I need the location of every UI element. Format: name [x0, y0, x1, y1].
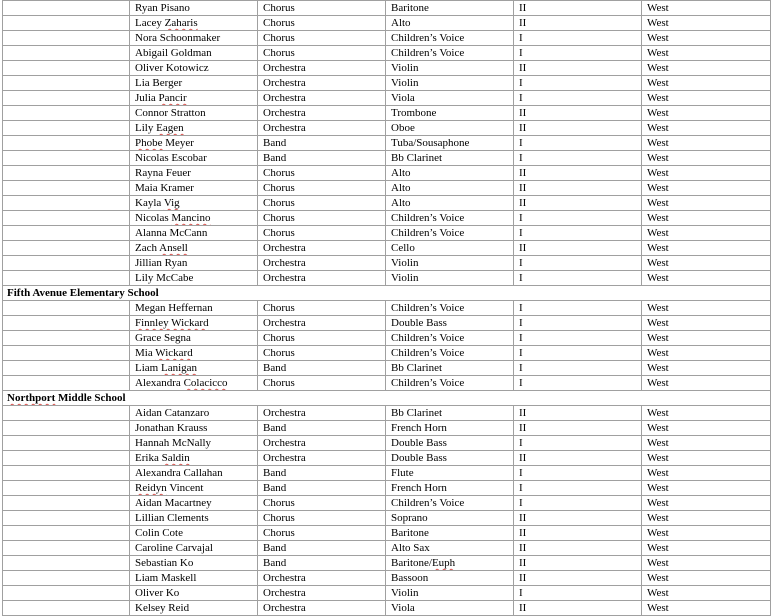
blank-cell[interactable]: [3, 496, 130, 511]
table-row: [3, 196, 771, 211]
level-cell[interactable]: I: [514, 91, 642, 106]
ensemble-cell[interactable]: Band: [258, 421, 386, 436]
instrument-cell[interactable]: Alto Sax: [386, 541, 514, 556]
student-name-cell[interactable]: Nora Schoonmaker: [130, 31, 258, 46]
blank-cell[interactable]: [3, 466, 130, 481]
spellcheck-flag: Mancino: [171, 212, 211, 224]
ensemble-cell[interactable]: Orchestra: [258, 271, 386, 286]
blank-cell[interactable]: [3, 556, 130, 571]
ensemble-cell[interactable]: Chorus: [258, 46, 386, 61]
region-cell[interactable]: West: [642, 301, 771, 316]
blank-cell[interactable]: [3, 376, 130, 391]
table-row: [3, 151, 771, 166]
level-cell[interactable]: II: [514, 406, 642, 421]
level-cell[interactable]: I: [514, 31, 642, 46]
table-row: [3, 16, 771, 31]
table-row: [3, 91, 771, 106]
instrument-cell[interactable]: Bb Clarinet: [386, 361, 514, 376]
blank-cell[interactable]: [3, 166, 130, 181]
student-name-cell[interactable]: Caroline Carvajal: [130, 541, 258, 556]
blank-cell[interactable]: [3, 541, 130, 556]
level-cell[interactable]: II: [514, 541, 642, 556]
instrument-cell[interactable]: Violin: [386, 256, 514, 271]
table-row: [3, 526, 771, 541]
blank-cell[interactable]: [3, 256, 130, 271]
blank-cell[interactable]: [3, 76, 130, 91]
level-cell[interactable]: II: [514, 601, 642, 616]
blank-cell[interactable]: [3, 331, 130, 346]
student-name-cell[interactable]: Megan Heffernan: [130, 301, 258, 316]
level-cell[interactable]: II: [514, 526, 642, 541]
ensemble-cell[interactable]: Orchestra: [258, 61, 386, 76]
blank-cell[interactable]: [3, 106, 130, 121]
region-cell[interactable]: West: [642, 121, 771, 136]
instrument-cell[interactable]: Flute: [386, 466, 514, 481]
region-cell[interactable]: West: [642, 211, 771, 226]
instrument-cell[interactable]: Violin: [386, 61, 514, 76]
ensemble-cell[interactable]: Orchestra: [258, 571, 386, 586]
spellcheck-flag: Finnley Wickard: [135, 317, 209, 329]
region-cell[interactable]: West: [642, 1, 771, 16]
student-name-cell[interactable]: Nicolas Escobar: [130, 151, 258, 166]
student-name-cell[interactable]: Kayla Vig: [130, 196, 258, 211]
table-row: [3, 601, 771, 616]
student-name-cell[interactable]: Oliver Ko: [130, 586, 258, 601]
table-row: [3, 256, 771, 271]
blank-cell[interactable]: [3, 451, 130, 466]
instrument-cell[interactable]: Double Bass: [386, 436, 514, 451]
spellcheck-flag: Zaharis: [164, 17, 198, 29]
level-cell[interactable]: I: [514, 346, 642, 361]
ensemble-cell[interactable]: Chorus: [258, 226, 386, 241]
table-row: [3, 451, 771, 466]
level-cell[interactable]: I: [514, 136, 642, 151]
region-cell[interactable]: West: [642, 196, 771, 211]
ensemble-cell[interactable]: Chorus: [258, 301, 386, 316]
student-name-cell[interactable]: [130, 316, 258, 331]
table-row: [3, 331, 771, 346]
blank-cell[interactable]: [3, 436, 130, 451]
region-cell[interactable]: West: [642, 556, 771, 571]
table-row: [3, 31, 771, 46]
student-name-cell[interactable]: Oliver Kotowicz: [130, 61, 258, 76]
instrument-cell[interactable]: Children’s Voice: [386, 346, 514, 361]
spellcheck-flag: Reidyn: [135, 482, 167, 494]
spellcheck-flag: Lanigan: [160, 362, 198, 374]
table-row: [3, 481, 771, 496]
student-name-cell[interactable]: Lily McCabe: [130, 271, 258, 286]
region-cell[interactable]: West: [642, 511, 771, 526]
level-cell[interactable]: II: [514, 571, 642, 586]
level-cell[interactable]: II: [514, 556, 642, 571]
region-cell[interactable]: West: [642, 76, 771, 91]
spellcheck-flag: Vig: [163, 197, 180, 209]
ensemble-cell[interactable]: Orchestra: [258, 76, 386, 91]
level-cell[interactable]: II: [514, 196, 642, 211]
level-cell[interactable]: II: [514, 106, 642, 121]
ensemble-cell[interactable]: Chorus: [258, 166, 386, 181]
level-cell[interactable]: I: [514, 586, 642, 601]
instrument-cell[interactable]: Children’s Voice: [386, 46, 514, 61]
table-row: [3, 571, 771, 586]
blank-cell[interactable]: [3, 91, 130, 106]
student-name-cell[interactable]: Hannah McNally: [130, 436, 258, 451]
blank-cell[interactable]: [3, 196, 130, 211]
student-name-cell[interactable]: Lily Eagen: [130, 121, 258, 136]
level-cell[interactable]: I: [514, 481, 642, 496]
table-row: [3, 1, 771, 16]
student-name-cell[interactable]: Rayna Feuer: [130, 166, 258, 181]
level-cell[interactable]: I: [514, 376, 642, 391]
instrument-cell[interactable]: Bb Clarinet: [386, 151, 514, 166]
region-cell[interactable]: West: [642, 31, 771, 46]
blank-cell[interactable]: [3, 226, 130, 241]
region-cell[interactable]: West: [642, 136, 771, 151]
region-cell[interactable]: West: [642, 376, 771, 391]
region-cell[interactable]: West: [642, 16, 771, 31]
region-cell[interactable]: West: [642, 226, 771, 241]
region-cell[interactable]: West: [642, 331, 771, 346]
instrument-cell[interactable]: Baritone/Euph: [386, 556, 514, 571]
spellcheck-flag: Wickard: [155, 347, 193, 359]
blank-cell[interactable]: [3, 241, 130, 256]
student-name-cell[interactable]: Maia Kramer: [130, 181, 258, 196]
region-cell[interactable]: West: [642, 496, 771, 511]
spellcheck-flag: Northport: [7, 392, 56, 404]
student-name-cell[interactable]: Reidyn Vincent: [130, 481, 258, 496]
student-name-cell[interactable]: Kelsey Reid: [130, 601, 258, 616]
instrument-cell[interactable]: Children’s Voice: [386, 301, 514, 316]
ensemble-cell[interactable]: Band: [258, 466, 386, 481]
ensemble-cell[interactable]: Chorus: [258, 211, 386, 226]
student-name-cell[interactable]: Lia Berger: [130, 76, 258, 91]
ensemble-cell[interactable]: Chorus: [258, 496, 386, 511]
instrument-cell[interactable]: Oboe: [386, 121, 514, 136]
blank-cell[interactable]: [3, 421, 130, 436]
table-row: [3, 346, 771, 361]
region-cell[interactable]: West: [642, 601, 771, 616]
ensemble-cell[interactable]: Chorus: [258, 181, 386, 196]
region-cell[interactable]: West: [642, 421, 771, 436]
spellcheck-flag: Phobe: [135, 137, 163, 149]
table-row: [3, 271, 771, 286]
student-name-cell[interactable]: Erika Saldin: [130, 451, 258, 466]
region-cell[interactable]: West: [642, 151, 771, 166]
level-cell[interactable]: II: [514, 241, 642, 256]
blank-cell[interactable]: [3, 301, 130, 316]
ensemble-cell[interactable]: Chorus: [258, 31, 386, 46]
level-cell[interactable]: I: [514, 331, 642, 346]
region-cell[interactable]: West: [642, 166, 771, 181]
student-name-cell[interactable]: Abigail Goldman: [130, 46, 258, 61]
level-cell[interactable]: II: [514, 451, 642, 466]
ensemble-cell[interactable]: Chorus: [258, 196, 386, 211]
table-row: [3, 136, 771, 151]
blank-cell[interactable]: [3, 181, 130, 196]
instrument-cell[interactable]: Children’s Voice: [386, 496, 514, 511]
level-cell[interactable]: II: [514, 511, 642, 526]
ensemble-cell[interactable]: Band: [258, 481, 386, 496]
region-cell[interactable]: West: [642, 271, 771, 286]
ensemble-cell[interactable]: Orchestra: [258, 316, 386, 331]
instrument-cell[interactable]: Children’s Voice: [386, 376, 514, 391]
region-cell[interactable]: West: [642, 481, 771, 496]
student-name-cell[interactable]: Sebastian Ko: [130, 556, 258, 571]
region-cell[interactable]: West: [642, 346, 771, 361]
ensemble-cell[interactable]: Chorus: [258, 346, 386, 361]
student-name-cell[interactable]: Jonathan Krauss: [130, 421, 258, 436]
table-row: [3, 436, 771, 451]
spellcheck-flag: Eagen: [156, 122, 184, 134]
level-cell[interactable]: II: [514, 1, 642, 16]
region-cell[interactable]: West: [642, 256, 771, 271]
roster-rows: [3, 1, 771, 616]
ensemble-cell[interactable]: Chorus: [258, 376, 386, 391]
instrument-cell[interactable]: Bb Clarinet: [386, 406, 514, 421]
blank-cell[interactable]: [3, 481, 130, 496]
region-cell[interactable]: West: [642, 466, 771, 481]
instrument-cell[interactable]: Baritone: [386, 1, 514, 16]
blank-cell[interactable]: [3, 121, 130, 136]
instrument-cell[interactable]: Violin: [386, 586, 514, 601]
instrument-cell[interactable]: Children’s Voice: [386, 211, 514, 226]
instrument-cell[interactable]: Children’s Voice: [386, 331, 514, 346]
table-row: [3, 121, 771, 136]
table-row: [3, 106, 771, 121]
level-cell[interactable]: II: [514, 421, 642, 436]
instrument-cell[interactable]: Cello: [386, 241, 514, 256]
level-cell[interactable]: II: [514, 16, 642, 31]
table-row: [3, 496, 771, 511]
student-name-cell[interactable]: Lillian Clements: [130, 511, 258, 526]
region-cell[interactable]: West: [642, 406, 771, 421]
ensemble-cell[interactable]: Chorus: [258, 16, 386, 31]
instrument-cell[interactable]: Bassoon: [386, 571, 514, 586]
level-cell[interactable]: I: [514, 466, 642, 481]
school-name[interactable]: Northport Middle School: [3, 391, 771, 406]
blank-cell[interactable]: [3, 526, 130, 541]
student-name-cell[interactable]: Nicolas Mancino: [130, 211, 258, 226]
region-cell[interactable]: West: [642, 526, 771, 541]
ensemble-cell[interactable]: Chorus: [258, 331, 386, 346]
table-row: [3, 376, 771, 391]
level-cell[interactable]: I: [514, 361, 642, 376]
level-cell[interactable]: I: [514, 316, 642, 331]
table-row: [3, 226, 771, 241]
blank-cell[interactable]: [3, 61, 130, 76]
table-row: [3, 316, 771, 331]
instrument-cell[interactable]: Violin: [386, 271, 514, 286]
level-cell[interactable]: I: [514, 46, 642, 61]
table-row: [3, 166, 771, 181]
ensemble-cell[interactable]: Orchestra: [258, 436, 386, 451]
student-name-cell[interactable]: Colin Cote: [130, 526, 258, 541]
instrument-cell[interactable]: Alto: [386, 166, 514, 181]
table-row: [3, 61, 771, 76]
instrument-cell[interactable]: Double Bass: [386, 451, 514, 466]
student-name-cell[interactable]: Phobe Meyer: [130, 136, 258, 151]
student-name-cell[interactable]: Lacey Zaharis: [130, 16, 258, 31]
student-name-cell[interactable]: Alanna McCann: [130, 226, 258, 241]
table-row: [3, 586, 771, 601]
blank-cell[interactable]: [3, 346, 130, 361]
region-cell[interactable]: West: [642, 571, 771, 586]
level-cell[interactable]: I: [514, 211, 642, 226]
region-cell[interactable]: West: [642, 241, 771, 256]
blank-cell[interactable]: [3, 31, 130, 46]
ensemble-cell[interactable]: Orchestra: [258, 601, 386, 616]
ensemble-cell[interactable]: Chorus: [258, 511, 386, 526]
ensemble-cell[interactable]: Orchestra: [258, 586, 386, 601]
region-cell[interactable]: West: [642, 181, 771, 196]
student-name-cell[interactable]: Aidan Macartney: [130, 496, 258, 511]
student-name-cell[interactable]: Liam Lanigan: [130, 361, 258, 376]
spellcheck-flag: Saldin: [161, 452, 190, 464]
instrument-cell[interactable]: Viola: [386, 91, 514, 106]
instrument-cell[interactable]: Double Bass: [386, 316, 514, 331]
student-name-cell[interactable]: Ryan Pisano: [130, 1, 258, 16]
table-row: [3, 301, 771, 316]
spellcheck-flag: Colacicco: [183, 377, 228, 389]
ensemble-cell[interactable]: Orchestra: [258, 406, 386, 421]
table-row: [3, 541, 771, 556]
level-cell[interactable]: I: [514, 226, 642, 241]
instrument-cell[interactable]: Soprano: [386, 511, 514, 526]
table-row: [3, 211, 771, 226]
table-row: [3, 361, 771, 376]
blank-cell[interactable]: [3, 316, 130, 331]
region-cell[interactable]: West: [642, 586, 771, 601]
student-name-cell[interactable]: Zach Ansell: [130, 241, 258, 256]
instrument-cell[interactable]: Children’s Voice: [386, 31, 514, 46]
region-cell[interactable]: West: [642, 451, 771, 466]
region-cell[interactable]: West: [642, 46, 771, 61]
table-row: [3, 466, 771, 481]
level-cell[interactable]: I: [514, 496, 642, 511]
instrument-cell[interactable]: French Horn: [386, 421, 514, 436]
instrument-cell[interactable]: French Horn: [386, 481, 514, 496]
level-cell[interactable]: I: [514, 256, 642, 271]
instrument-cell[interactable]: Tuba/Sousaphone: [386, 136, 514, 151]
ensemble-cell[interactable]: Orchestra: [258, 91, 386, 106]
level-cell[interactable]: I: [514, 76, 642, 91]
table-row: [3, 556, 771, 571]
spellcheck-flag: Pancir: [158, 92, 187, 104]
student-name-cell[interactable]: Grace Segna: [130, 331, 258, 346]
ensemble-cell[interactable]: Band: [258, 136, 386, 151]
blank-cell[interactable]: [3, 586, 130, 601]
table-row: [3, 511, 771, 526]
instrument-cell[interactable]: Trombone: [386, 106, 514, 121]
ensemble-cell[interactable]: Chorus: [258, 1, 386, 16]
blank-cell[interactable]: [3, 601, 130, 616]
roster-table: [2, 0, 771, 616]
level-cell[interactable]: I: [514, 436, 642, 451]
level-cell[interactable]: II: [514, 181, 642, 196]
blank-cell[interactable]: [3, 361, 130, 376]
ensemble-cell[interactable]: Orchestra: [258, 241, 386, 256]
table-row: [3, 46, 771, 61]
ensemble-cell[interactable]: Band: [258, 541, 386, 556]
blank-cell[interactable]: [3, 1, 130, 16]
region-cell[interactable]: West: [642, 316, 771, 331]
ensemble-cell[interactable]: Chorus: [258, 526, 386, 541]
instrument-cell[interactable]: Children’s Voice: [386, 226, 514, 241]
ensemble-cell[interactable]: Orchestra: [258, 256, 386, 271]
level-cell[interactable]: II: [514, 166, 642, 181]
ensemble-cell[interactable]: Band: [258, 151, 386, 166]
student-name-cell[interactable]: Alexandra Callahan: [130, 466, 258, 481]
blank-cell[interactable]: [3, 571, 130, 586]
table-row: [3, 406, 771, 421]
instrument-cell[interactable]: Viola: [386, 601, 514, 616]
student-name-cell[interactable]: Mia Wickard: [130, 346, 258, 361]
level-cell[interactable]: I: [514, 151, 642, 166]
student-name-cell[interactable]: Liam Maskell: [130, 571, 258, 586]
school-header-row: [3, 391, 771, 406]
instrument-cell[interactable]: Alto: [386, 16, 514, 31]
region-cell[interactable]: West: [642, 61, 771, 76]
instrument-cell[interactable]: Alto: [386, 181, 514, 196]
ensemble-cell[interactable]: Band: [258, 556, 386, 571]
blank-cell[interactable]: [3, 136, 130, 151]
level-cell[interactable]: II: [514, 121, 642, 136]
student-name-cell[interactable]: Connor Stratton: [130, 106, 258, 121]
table-row: [3, 181, 771, 196]
region-cell[interactable]: West: [642, 361, 771, 376]
instrument-cell[interactable]: Alto: [386, 196, 514, 211]
level-cell[interactable]: I: [514, 301, 642, 316]
region-cell[interactable]: West: [642, 541, 771, 556]
student-name-cell[interactable]: Julia Pancir: [130, 91, 258, 106]
student-name-cell[interactable]: Jillian Ryan: [130, 256, 258, 271]
blank-cell[interactable]: [3, 16, 130, 31]
table-row: [3, 241, 771, 256]
ensemble-cell[interactable]: Orchestra: [258, 106, 386, 121]
table-row: [3, 421, 771, 436]
blank-cell[interactable]: [3, 511, 130, 526]
region-cell[interactable]: West: [642, 436, 771, 451]
ensemble-cell[interactable]: Orchestra: [258, 121, 386, 136]
blank-cell[interactable]: [3, 151, 130, 166]
blank-cell[interactable]: [3, 271, 130, 286]
table-row: [3, 76, 771, 91]
region-cell[interactable]: West: [642, 91, 771, 106]
instrument-cell[interactable]: Violin: [386, 76, 514, 91]
school-header-row: [3, 286, 771, 301]
student-name-cell[interactable]: Aidan Catanzaro: [130, 406, 258, 421]
spellcheck-flag: Ansell: [159, 242, 188, 254]
region-cell[interactable]: West: [642, 106, 771, 121]
student-name-cell[interactable]: Alexandra Colacicco: [130, 376, 258, 391]
level-cell[interactable]: II: [514, 61, 642, 76]
instrument-cell[interactable]: Baritone: [386, 526, 514, 541]
ensemble-cell[interactable]: Orchestra: [258, 451, 386, 466]
level-cell[interactable]: I: [514, 271, 642, 286]
blank-cell[interactable]: [3, 211, 130, 226]
ensemble-cell[interactable]: Band: [258, 361, 386, 376]
blank-cell[interactable]: [3, 46, 130, 61]
school-name[interactable]: Fifth Avenue Elementary School: [3, 286, 771, 301]
blank-cell[interactable]: [3, 406, 130, 421]
spellcheck-flag: Euph: [431, 557, 456, 569]
